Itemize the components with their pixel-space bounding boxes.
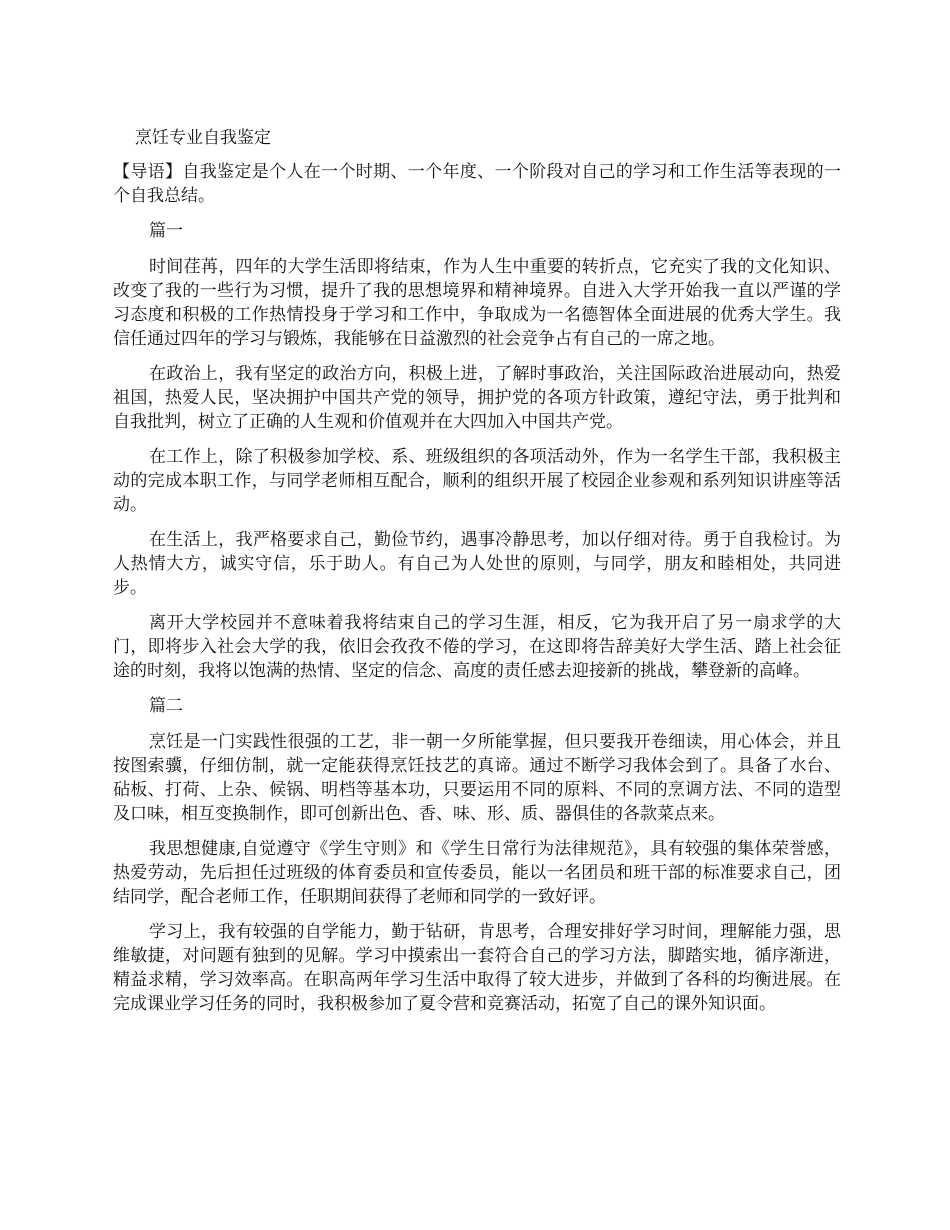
section-heading-2: 篇二 [149,696,183,716]
paragraph: 离开大学校园并不意味着我将结束自己的学习生涯，相反，它为我开启了另一扇求学的大门，即将步入社会大学的我，依旧会孜孜不倦的学习，在这即将告辞美好大学生活、踏上社会征途的时刻，我将以饱满的热情、坚定的信念、高度的责任感去迎接新的挑战，攀登新的高峰。 [113,613,841,681]
document-body [113,160,841,1027]
intro-paragraph: 【导语】自我鉴定是个人在一个时期、一个年度、一个阶段对自己的学习和工作生活等表现的一个自我总结。 [113,162,841,206]
paragraph: 我思想健康,自觉遵守《学生守则》和《学生日常行为法律规范》，具有较强的集体荣誉感，热爱劳动，先后担任过班级的体育委员和宣传委员，能以一名团员和班干部的标准要求自己，团结同学，配合老师工作，任职期间获得了老师和同学的一致好评。 [113,839,841,907]
paragraph: 烹饪是一门实践性很强的工艺，非一朝一夕所能掌握，但只要我开卷细读，用心体会，并且按图索骥，仔细仿制，就一定能获得烹饪技艺的真谛。通过不断学习我体会到了。具备了水台、砧板、打荷、上杂、候锅、明档等基本功，只要运用不同的原料、不同的烹调方法、不同的造型及口味，相互变换制作，即可创新出色、香、味、形、质、器俱佳的各款菜点来。 [113,732,841,824]
paragraph: 在工作上，除了积极参加学校、系、班级组织的各项活动外，作为一名学生干部，我积极主动的完成本职工作，与同学老师相互配合，顺利的组织开展了校园企业参观和系列知识讲座等活动。 [113,447,841,515]
paragraph: 时间荏苒，四年的大学生活即将结束，作为人生中重要的转折点，它充实了我的文化知识、改变了我的一些行为习惯，提升了我的思想境界和精神境界。自进入大学开始我一直以严谨的学习态度和积极的工作热情投身于学习和工作中，争取成为一名德智体全面进展的优秀大学生。我信任通过四年的学习与锻炼，我能够在日益激烈的社会竞争占有自己的一席之地。 [113,257,841,349]
paragraph: 在生活上，我严格要求自己，勤俭节约，遇事冷静思考，加以仔细对待。勇于自我检讨。为人热情大方，诚实守信，乐于助人。有自己为人处世的原则，与同学，朋友和睦相处，共同进步。 [113,530,841,598]
paragraph: 学习上，我有较强的自学能力，勤于钻研，肯思考，合理安排好学习时间，理解能力强，思维敏捷，对问题有独到的见解。学习中摸索出一套符合自己的学习方法，脚踏实地，循序渐进，精益求精，学习效率高。在职高两年学习生活中取得了较大进步，并做到了各科的均衡进展。在完成课业学习任务的同时，我积极参加了夏令营和竞赛活动，拓宽了自己的课外知识面。 [113,922,841,1014]
document-title: 烹饪专业自我鉴定 [135,128,271,148]
paragraph: 在政治上，我有坚定的政治方向，积极上进，了解时事政治，关注国际政治进展动向，热爱祖国，热爱人民，坚决拥护中国共产党的领导，拥护党的各项方针政策，遵纪守法，勇于批判和自我批判，树立了正确的人生观和价值观并在大四加入中国共产党。 [113,364,841,432]
section-heading-1: 篇一 [149,221,183,241]
